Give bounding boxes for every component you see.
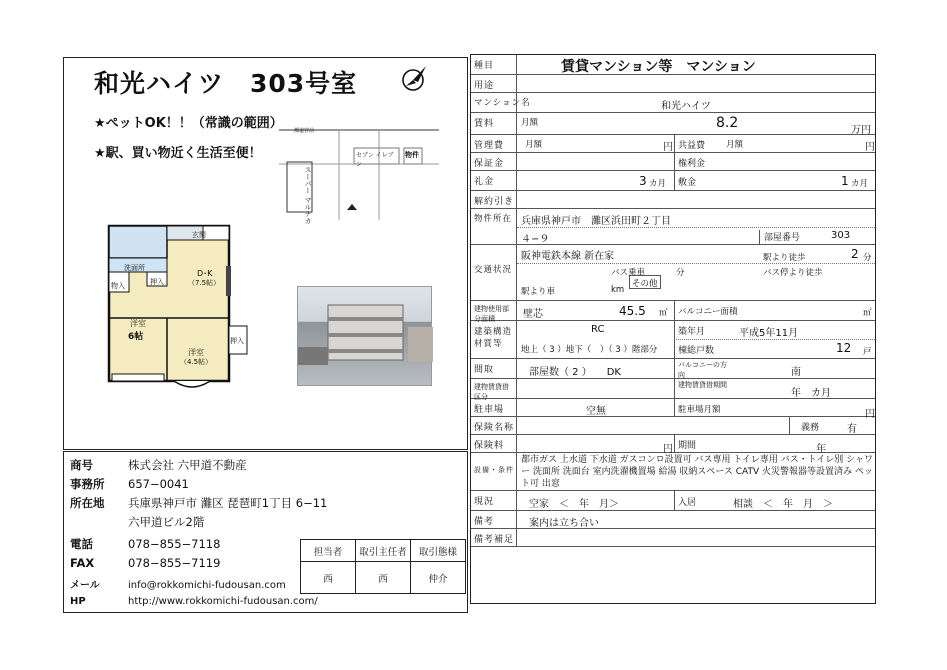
compass-icon xyxy=(400,64,430,94)
building-photo xyxy=(297,286,432,386)
label-remarks: 備考 xyxy=(471,511,517,528)
label-hoshokin: 保証金 xyxy=(471,153,517,170)
label-room: 部屋番号 xyxy=(759,230,800,244)
rent-unit: 万円 xyxy=(851,125,871,136)
room-western-a: 洋室 xyxy=(130,319,146,328)
label-hp: HP xyxy=(70,596,86,607)
stamp-value-shunin: 西 xyxy=(356,562,411,594)
rent-unit-monthly: 月額 xyxy=(521,118,539,128)
location-address2: ４−９ xyxy=(521,234,550,245)
room-western-b: 洋室 xyxy=(188,348,204,357)
label-other: その他 xyxy=(629,275,661,289)
label-movein: 入居 xyxy=(678,498,697,508)
label-parking-fee: 駐車場月額 xyxy=(678,405,721,415)
label-mail: メール xyxy=(70,580,100,591)
label-status: 現況 xyxy=(471,491,517,510)
building-name: 和光ハイツ xyxy=(661,101,711,112)
label-reikin: 礼金 xyxy=(471,171,517,190)
property-summary-panel xyxy=(63,57,468,450)
feature-station: ★駅、買い物近く生活至便！ xyxy=(94,146,262,161)
label-units: 棟総戸数 xyxy=(678,346,715,356)
property-spec-sheet xyxy=(470,54,876,604)
location-address: 兵庫県神戸市 灘区浜田町２丁目 xyxy=(521,216,671,227)
label-obligation: 義務 xyxy=(801,423,820,433)
label-area: 建物使用部分面積 xyxy=(471,301,517,320)
label-rent: 賃料 xyxy=(471,113,517,134)
stamp-table xyxy=(300,539,466,594)
direction-value: 南 xyxy=(791,367,801,378)
stamp-header-taiyo: 取引態様 xyxy=(411,540,466,562)
feature-pet: ★ペットOK！！（常識の範囲） xyxy=(94,116,283,131)
obligation-value: 有 xyxy=(847,424,857,435)
label-balcony: バルコニー面積 xyxy=(678,307,738,317)
remarks-value: 案内は立ち合い xyxy=(529,518,599,529)
stamp-header-tanto: 担当者 xyxy=(301,540,356,562)
room-storage-2: 押入 xyxy=(150,278,164,286)
office-postal: 657−0041 xyxy=(128,477,189,491)
label-location: 物件所在 xyxy=(471,209,517,244)
property-type: 賃貸マンション等 マンション xyxy=(561,59,756,75)
layout-value: 部屋数（ 2 ） DK xyxy=(529,367,621,378)
built-date: 平成5年11月 xyxy=(739,328,799,339)
rent-value: 8.2 xyxy=(716,115,739,131)
label-remarks2: 備考補足 xyxy=(471,529,517,546)
label-shikikin: 敷金 xyxy=(678,178,697,188)
label-kanri: 管理費 xyxy=(471,135,517,152)
address-line1: 兵庫県神戸市 灘区 琵琶町1丁目 6−11 xyxy=(128,496,328,510)
label-zone: 建物賃貸借区分 xyxy=(471,379,517,398)
label-office: 事務所 xyxy=(70,477,105,491)
website-link[interactable]: http://www.rokkomichi-fudousan.com/ xyxy=(128,596,318,607)
units-unit: 戸 xyxy=(863,347,872,357)
label-by-car: 駅より車 xyxy=(521,287,556,297)
map-convenience-store: セブン イレブン xyxy=(356,152,394,168)
label-fax: FAX xyxy=(70,556,95,570)
agent-info xyxy=(63,451,468,613)
shikikin-value: 1 xyxy=(841,174,849,188)
shikikin-unit: カ月 xyxy=(851,179,869,189)
movein-value: 相談 ＜ 年 月 ＞ xyxy=(733,499,833,510)
structure-value: RC xyxy=(591,324,605,335)
bus-unit: 分 xyxy=(676,268,685,278)
kanri-yen: 円 xyxy=(663,142,673,153)
reikin-value: 3 xyxy=(639,174,647,188)
room-entrance: 玄関 xyxy=(192,231,206,239)
equipment-list: 都市ガス 上水道 下水道 ガスコンロ設置可 バス専用 トイレ専用 バス・トイレ別 シャワー 洗面所 洗面台 室内洗濯機置場 給湯 収納スペース CATV 火災警報器等設置済み ペット可 出窓 xyxy=(521,455,873,489)
property-title: 和光ハイツ 303号室 xyxy=(94,69,358,98)
kanri-unit: 月額 xyxy=(525,140,543,150)
label-name: マンション名 xyxy=(471,93,517,112)
label-tel: 電話 xyxy=(70,537,93,551)
label-layout: 間取 xyxy=(471,359,517,378)
label-shogo: 商号 xyxy=(70,458,93,472)
label-address: 所在地 xyxy=(70,496,105,510)
room-number: 303 xyxy=(831,230,851,241)
map-road-label: 都道宮前 xyxy=(294,128,315,134)
label-ins-fee: 保険料 xyxy=(471,435,517,452)
room-dk: D･K xyxy=(197,269,213,278)
email-link[interactable]: info@rokkomichi-fudousan.com xyxy=(128,580,286,591)
map-property-marker: 物件 xyxy=(405,151,419,159)
balcony-unit: ㎡ xyxy=(863,308,872,318)
tel-number[interactable]: 078−855−7118 xyxy=(128,537,221,551)
area-unit: ㎡ xyxy=(659,308,668,318)
label-use: 用途 xyxy=(471,75,517,92)
label-kenrikin: 権利金 xyxy=(678,159,706,169)
label-structure: 建築構造材質等 xyxy=(471,321,517,358)
address-line2: 六甲道ビル2階 xyxy=(128,515,205,529)
label-direction: バルコニーの方向 xyxy=(678,361,727,379)
train-line: 阪神電鉄本線 新在家 xyxy=(521,251,615,262)
room-western-b-size: （4.5帖） xyxy=(180,358,213,366)
area-value: 45.5 xyxy=(619,304,646,318)
ins-fee-yen: 円 xyxy=(663,444,673,455)
room-storage-3: 押入 xyxy=(230,337,244,345)
label-bus: バス乗車 xyxy=(611,268,646,278)
room-storage-1: 物入 xyxy=(111,282,125,290)
wall-center: 壁芯 xyxy=(523,309,543,320)
label-type: 種目 xyxy=(471,55,517,74)
label-traffic: 交通状況 xyxy=(471,245,517,300)
map-supermarket: スーパー マルナカ xyxy=(304,166,312,225)
stamp-value-tanto: 西 xyxy=(301,562,356,594)
stamp-value-taiyo: 仲介 xyxy=(411,562,466,594)
kyoeki-unit: 月額 xyxy=(726,140,744,150)
label-parking: 駐車場 xyxy=(471,399,517,416)
status-value: 空家 ＜ 年 月＞ xyxy=(529,499,619,510)
room-washroom: 洗面所 xyxy=(124,264,145,272)
term-year: 年 xyxy=(816,444,826,455)
label-term: 期間 xyxy=(678,441,697,451)
floor-plan xyxy=(104,226,284,396)
label-period: 建物賃貸借期間 xyxy=(678,381,727,389)
label-kaiyaku: 解約引き xyxy=(471,191,517,208)
walk-unit: 分 xyxy=(863,253,872,263)
company-name: 株式会社 六甲道不動産 xyxy=(128,458,247,472)
stamp-header-shunin: 取引主任者 xyxy=(356,540,411,562)
period-value: 年 カ月 xyxy=(791,388,831,399)
kyoeki-yen: 円 xyxy=(865,142,875,153)
reikin-unit: カ月 xyxy=(649,179,667,189)
label-kyoeki: 共益費 xyxy=(678,141,706,151)
label-built: 築年月 xyxy=(678,327,706,337)
label-busstop: バス停より徒歩 xyxy=(763,268,823,278)
fax-number: 078−855−7119 xyxy=(128,556,221,570)
car-unit: km xyxy=(611,285,625,295)
units-value: 12 xyxy=(836,341,852,355)
label-insurance: 保険名称 xyxy=(471,417,517,434)
label-equipment: 設備・条件 xyxy=(471,453,517,490)
floors-value: 地上（ 3 ）地下（ ）（ 3 ）階部分 xyxy=(521,345,658,355)
parking-yen: 円 xyxy=(865,409,875,420)
parking-value: 空無 xyxy=(586,406,606,417)
label-walk: 駅より徒歩 xyxy=(763,253,806,263)
room-dk-size: （7.5帖） xyxy=(188,279,221,287)
room-western-a-size: 6帖 xyxy=(128,332,144,342)
walk-minutes: 2 xyxy=(851,247,859,261)
